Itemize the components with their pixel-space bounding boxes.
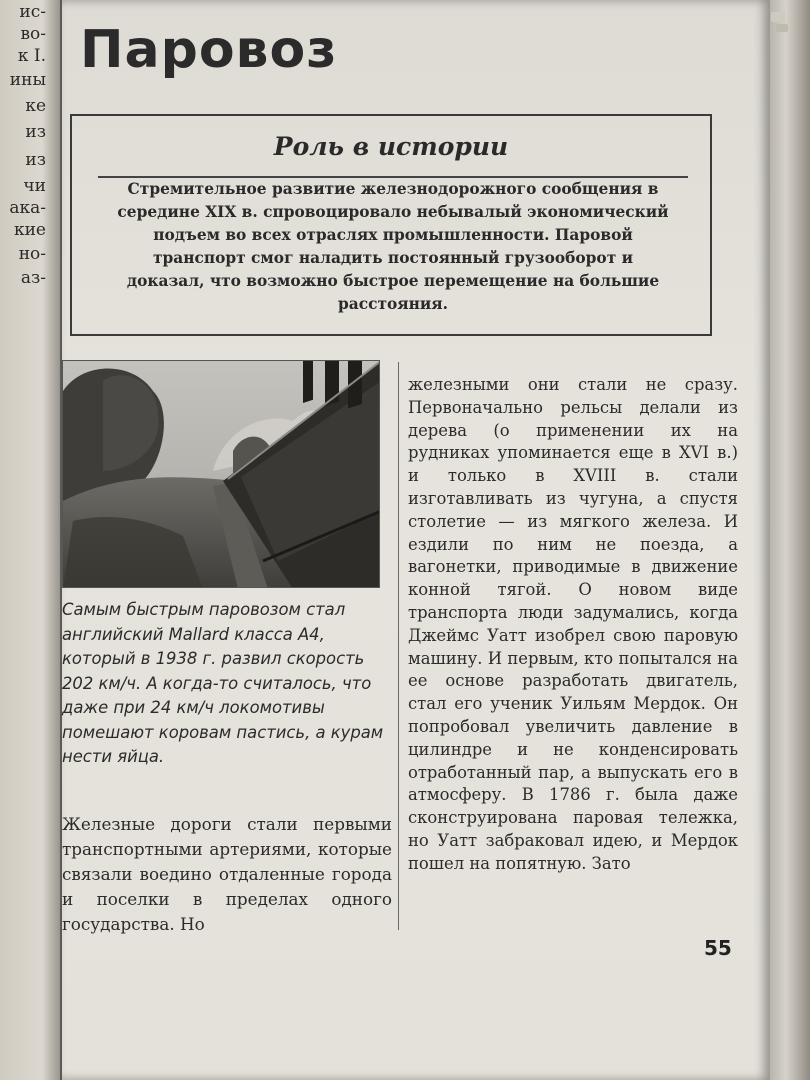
prev-page-fragment: ины [9,70,46,90]
previous-page-edge [0,0,60,1080]
page-stack-edge [770,0,810,1080]
left-column-text: Железные дороги стали первыми транспортными артериями, которые связали воедино отдаленные города и поселки в пределах одного государства. Но [62,814,392,934]
page-title: Паровоз [80,20,338,80]
prev-page-fragment: ис- [19,2,46,22]
prev-page-fragment: но- [18,244,46,264]
prev-page-fragment: во- [20,24,46,44]
page-number: 55 [704,936,732,960]
prev-page-fragment: из [25,150,46,170]
train-photo-illustration [63,361,380,588]
page-stack-edge [776,24,788,32]
prev-page-fragment: к I. [17,46,46,66]
box-heading: Роль в истории [273,132,509,161]
prev-page-fragment: ака- [9,198,46,218]
photo-caption: Самым быстрым паровозом стал английский Mallard класса А4, который в 1938 г. развил скорость 202 км/ч. А когда-то считалось, что даже при 24 км/ч локомотивы помешают коровам пастись, а курам нести яйца. [62,600,384,766]
history-box [70,114,712,336]
book-page [62,0,770,1080]
prev-page-fragment: аз- [20,268,46,288]
box-text: Стремительное развитие железнодорожного сообщения в середине XIX в. спровоцировало небывалый экономический подъем во всех отраслях промышленности. Паровой транспорт смог наладить постоянный грузооборот и доказал, что возможно быстрое перемещение на большие расстояния. [117,180,669,313]
column-divider [398,362,399,930]
prev-page-fragment: чи [23,176,46,196]
train-photo [62,360,380,588]
page-stack-edge [771,12,785,22]
right-column-text: железными они стали не сразу. Первоначально рельсы делали из дерева (о применении их на рудниках упоминается еще в XVI в.) и только в XVIII в. стали изготавливать из чугуна, а спустя столетие — из мягкого железа. И ездили по ним не поезда, а вагонетки, приводимые в движение конной тягой. О новом виде транспорта люди задумались, когда Джеймс Уатт изобрел свою паровую машину. И первым, кто попытался на ее основе разработать двигатель, стал его ученик Уильям Мердок. Он попробовал увеличить давление в цилиндре и не конденсировать отработанный пар, а выпускать его в атмосферу. В 1786 г. была даже сконструирована паровая тележка, но Уатт забраковал идею, и Мердок пошел на попятную. Зато [408,375,738,873]
prev-page-fragment: кие [13,220,46,240]
prev-page-fragment: из [25,122,46,142]
prev-page-fragment: ке [25,96,46,116]
